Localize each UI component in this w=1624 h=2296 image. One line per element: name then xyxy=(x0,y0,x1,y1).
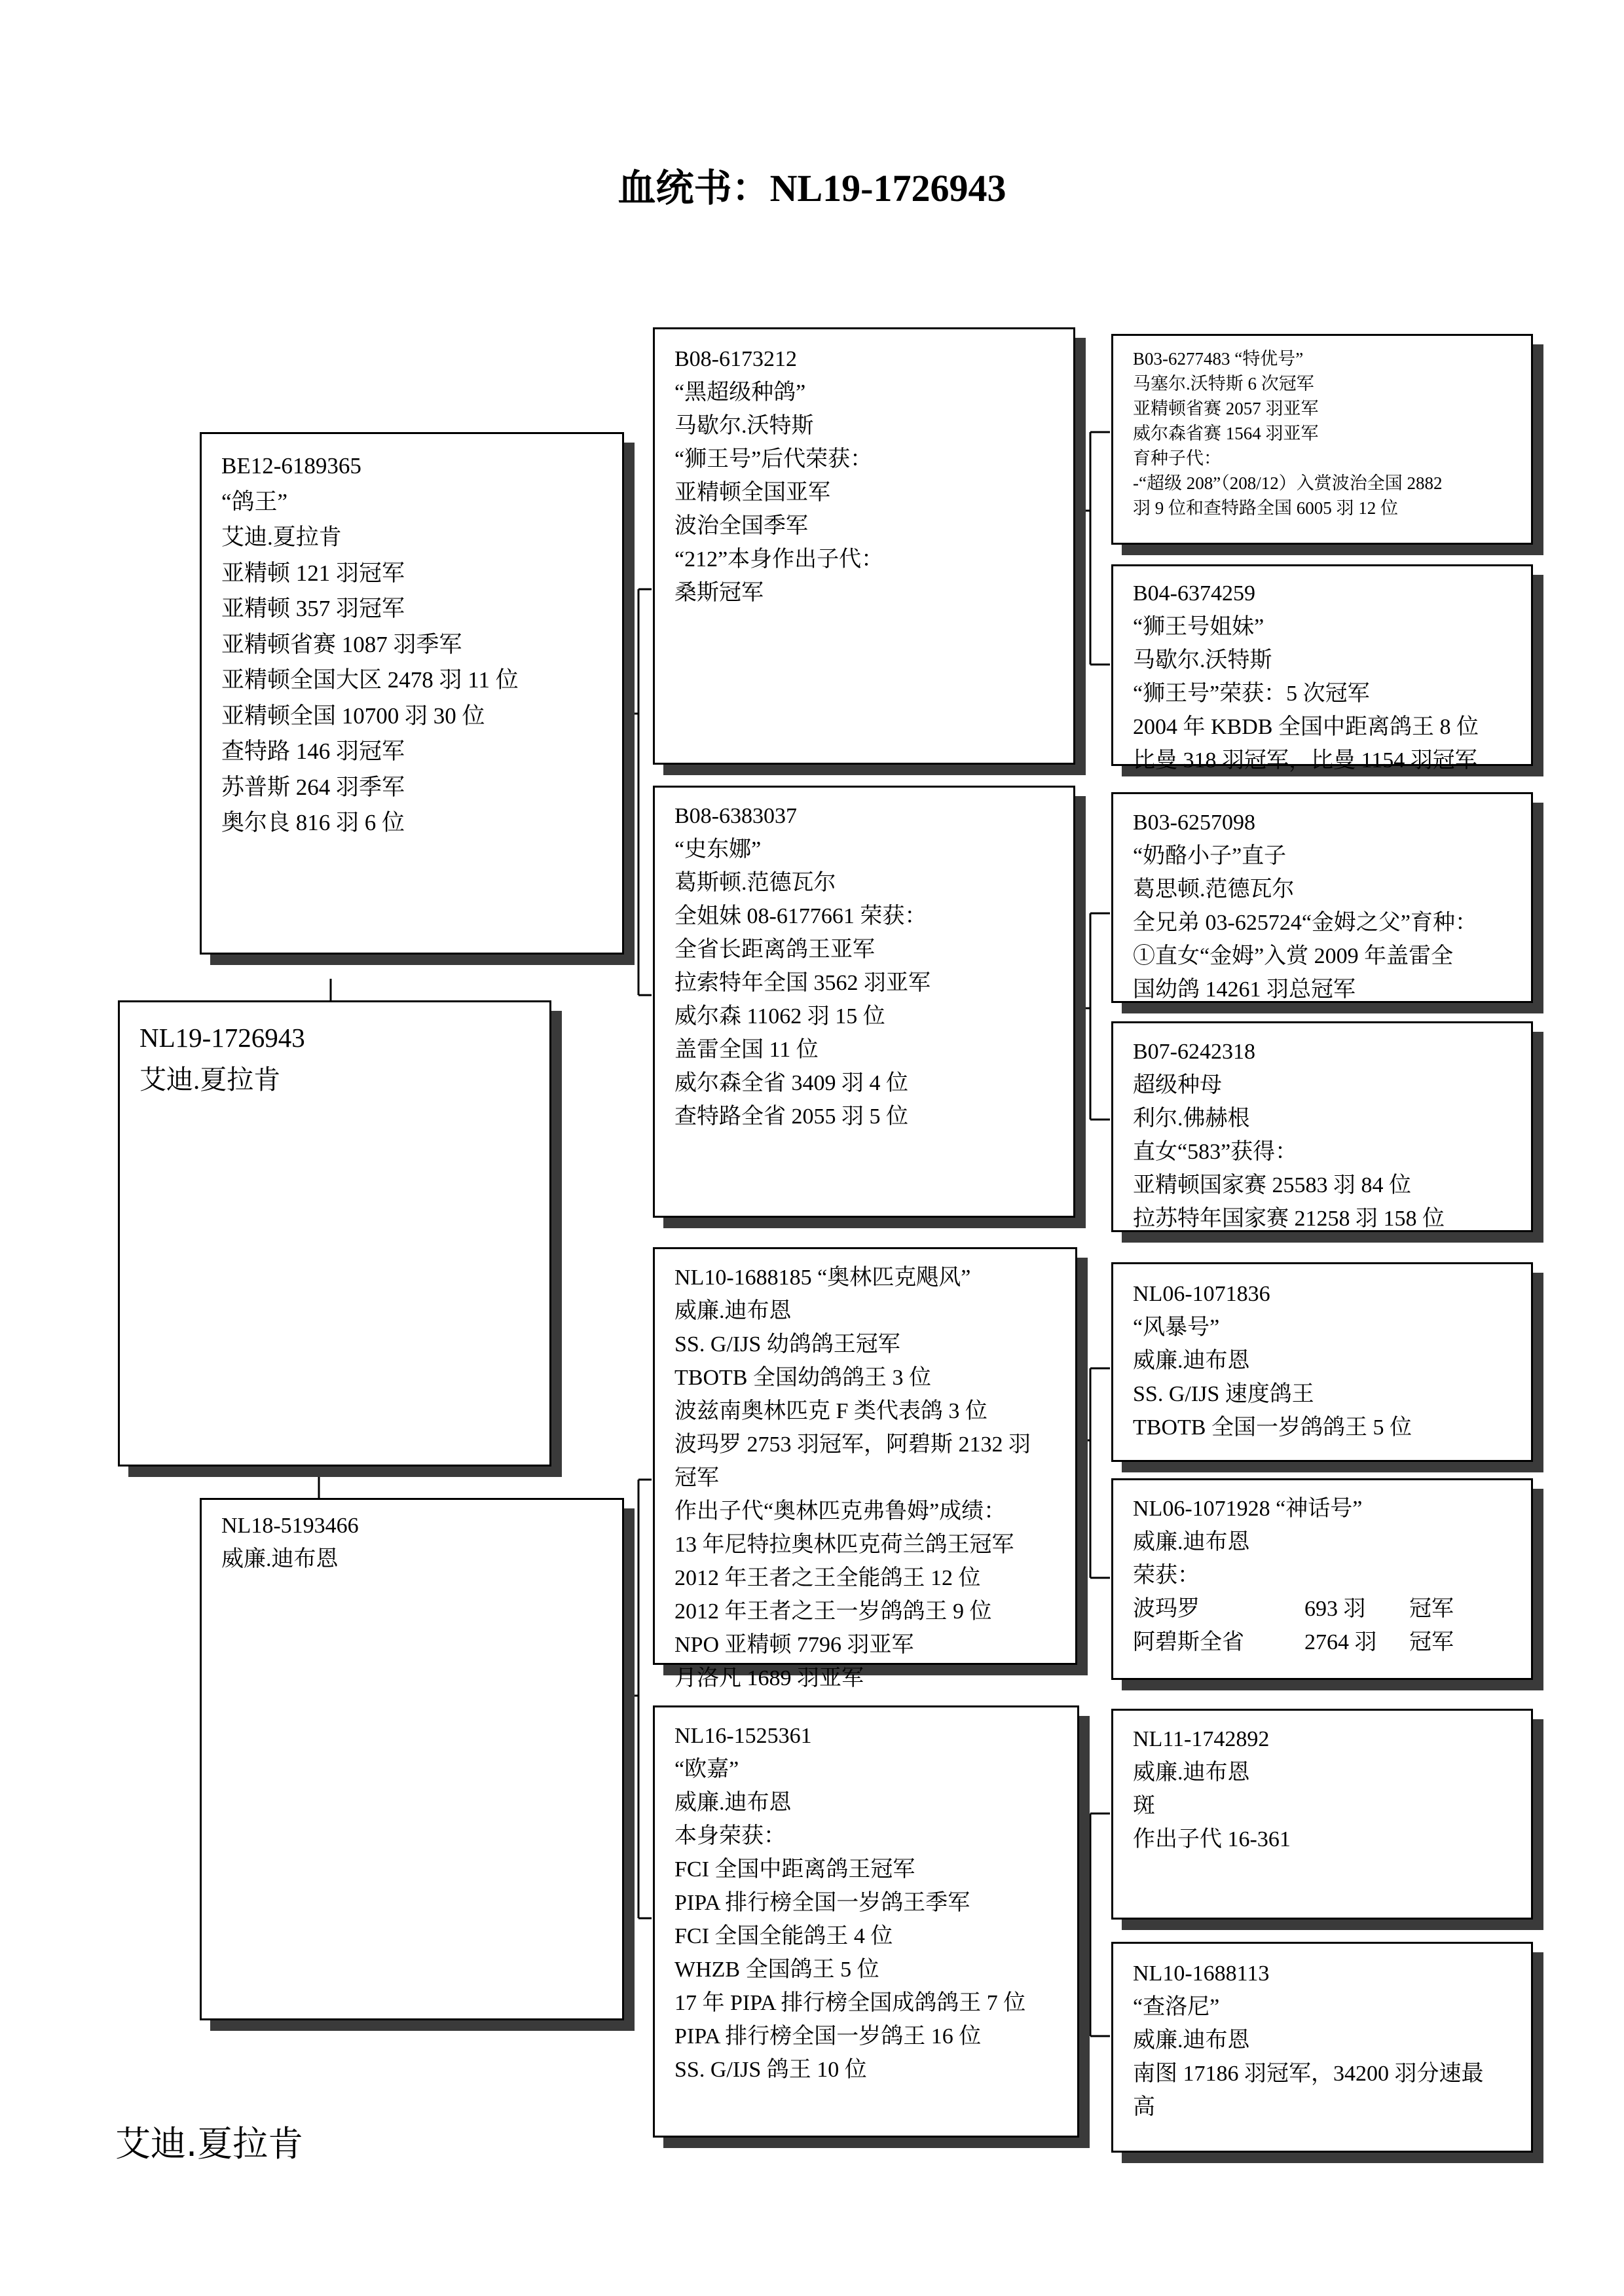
ggp3-line: 葛思顿.范德瓦尔 xyxy=(1133,877,1295,902)
great-grandparent-box-5 xyxy=(1111,1262,1533,1462)
dam-dam-line: 威廉.迪布恩 xyxy=(674,1791,792,1815)
ggp1-line: 育种子代： xyxy=(1133,448,1221,468)
dam-dam-line: FCI 全国中距离鸽王冠军 xyxy=(674,1857,915,1882)
dam-sire-line: 波兹南奥林匹克 F 类代表鸽 3 位 xyxy=(674,1399,987,1423)
ggp2-line: 比曼 318 羽冠军，比曼 1154 羽冠军 xyxy=(1133,748,1477,773)
ggp1-line: 亚精顿省赛 2057 羽亚军 xyxy=(1133,399,1319,418)
race-name: 阿碧斯全省 xyxy=(1133,1630,1244,1654)
sire-line: 亚精顿全国大区 2478 羽 11 位 xyxy=(221,667,519,693)
ggp3-line: 国幼鸽 14261 羽总冠军 xyxy=(1133,977,1356,1002)
ggp2-line: “狮王号姐妹” xyxy=(1133,615,1264,639)
ggp3-line: B03-6257098 xyxy=(1133,811,1255,835)
ggp7-line: 作出子代 16-361 xyxy=(1133,1827,1291,1851)
dam-sire-line: TBOTB 全国幼鸽鸽王 3 位 xyxy=(674,1366,931,1390)
great-grandparent-box-7 xyxy=(1111,1709,1533,1920)
sire-dam-box xyxy=(653,786,1075,1218)
dam-sire-line: 波玛罗 2753 羽冠军，阿碧斯 2132 羽 xyxy=(674,1432,1031,1457)
sire-dam-line: 盖雷全国 11 位 xyxy=(674,1038,819,1062)
sire-sire-line: B08-6173212 xyxy=(674,347,797,371)
sire-sire-line: “212”本身作出子代： xyxy=(674,547,884,572)
dam-sire-line: 2012 年王者之王全能鸽王 12 位 xyxy=(674,1566,981,1590)
great-grandparent-box-4 xyxy=(1111,1021,1533,1232)
ggp4-line: 超级种母 xyxy=(1133,1073,1222,1097)
ggp3-line: 全兄弟 03-625724“金姆之父”育种： xyxy=(1133,911,1478,935)
sire-dam-line: 查特路全省 2055 羽 5 位 xyxy=(674,1104,908,1129)
sire-sire-line: 桑斯冠军 xyxy=(674,581,764,605)
sire-line: 奥尔良 816 羽 6 位 xyxy=(221,810,405,835)
ggp4-line: 拉苏特年国家赛 21258 羽 158 位 xyxy=(1133,1207,1445,1231)
ggp1-line: 马塞尔.沃特斯 6 次冠军 xyxy=(1133,374,1314,393)
ggp5-line: 威廉.迪布恩 xyxy=(1133,1349,1250,1373)
sire-dam-line: 全省长距离鸽王亚军 xyxy=(674,938,875,962)
sire-box xyxy=(200,432,624,955)
sire-line: 查特路 146 羽冠军 xyxy=(221,738,405,764)
ggp6-result-row xyxy=(1133,1592,1513,1626)
sire-sire-line: 波治全国季军 xyxy=(674,514,808,538)
race-place: 冠军 xyxy=(1409,1630,1454,1654)
subject-breeder: 艾迪.夏拉肯 xyxy=(139,1065,281,1095)
ggp7-line: NL11-1742892 xyxy=(1133,1727,1270,1751)
dam-dam-line: SS. G/IJS 鸽王 10 位 xyxy=(674,2058,867,2082)
dam-dam-line: PIPA 排行榜全国一岁鸽王季军 xyxy=(674,1891,970,1915)
ggp8-line: 南图 17186 羽冠军，34200 羽分速最 xyxy=(1133,2062,1484,2086)
great-grandparent-box-8 xyxy=(1111,1942,1533,2153)
dam-sire-line: 冠军 xyxy=(674,1466,719,1490)
sire-sire-box xyxy=(653,327,1075,765)
ggp2-line: B04-6374259 xyxy=(1133,581,1255,606)
dam-sire-line: 作出子代“奥林匹克弗鲁姆”成绩： xyxy=(674,1499,1006,1523)
ggp4-line: B07-6242318 xyxy=(1133,1040,1255,1064)
ggp5-line: NL06-1071836 xyxy=(1133,1282,1270,1306)
dam-sire-box xyxy=(653,1247,1077,1690)
sire-line: BE12-6189365 xyxy=(221,453,361,479)
ggp5-line: TBOTB 全国一岁鸽鸽王 5 位 xyxy=(1133,1415,1412,1440)
sire-line: 苏普斯 264 羽季军 xyxy=(221,774,405,800)
ggp8-line: 威廉.迪布恩 xyxy=(1133,2028,1250,2052)
sire-line: 艾迪.夏拉肯 xyxy=(221,524,342,550)
breeder-signature: 艾迪.夏拉肯 xyxy=(115,2123,304,2164)
dam-sire-line: SS. G/IJS 幼鸽鸽王冠军 xyxy=(674,1332,900,1357)
dam-dam-line: NL16-1525361 xyxy=(674,1724,812,1748)
ggp4-line: 亚精顿国家赛 25583 羽 84 位 xyxy=(1133,1173,1411,1197)
race-place: 冠军 xyxy=(1409,1597,1454,1621)
ggp6-line: 威廉.迪布恩 xyxy=(1133,1530,1250,1554)
ggp6-result-row xyxy=(1133,1626,1513,1659)
subject-pigeon-box xyxy=(118,1000,551,1467)
dam-dam-line: 本身荣获： xyxy=(674,1824,786,1848)
ggp8-line: NL10-1688113 xyxy=(1133,1961,1270,1986)
sire-dam-line: 拉索特年全国 3562 羽亚军 xyxy=(674,971,931,995)
dam-dam-box xyxy=(653,1705,1079,2138)
ggp2-line: “狮王号”荣获：5 次冠军 xyxy=(1133,682,1370,706)
dam-dam-line: FCI 全国全能鸽王 4 位 xyxy=(674,1924,893,1948)
sire-sire-line: 亚精顿全国亚军 xyxy=(674,481,830,505)
subject-ring: NL19-1726943 xyxy=(139,1023,305,1053)
dam-dam-line: WHZB 全国鸽王 5 位 xyxy=(674,1958,879,1982)
great-grandparent-box-1 xyxy=(1111,334,1533,545)
sire-dam-line: 全姐妹 08-6177661 荣获： xyxy=(674,904,927,928)
dam-dam-line: 17 年 PIPA 排行榜全国成鸽鸽王 7 位 xyxy=(674,1991,1026,2015)
sire-dam-line: 葛斯顿.范德瓦尔 xyxy=(674,871,836,895)
sire-dam-line: 威尔森全省 3409 羽 4 位 xyxy=(674,1071,908,1095)
sire-dam-line: “史东娜” xyxy=(674,837,762,862)
page-title-prefix: 血统书： xyxy=(618,166,770,210)
dam-sire-line: 月洛凡 1689 羽亚军 xyxy=(674,1666,864,1690)
sire-line: 亚精顿省赛 1087 羽季军 xyxy=(221,631,462,657)
sire-sire-line: “黑超级种鸽” xyxy=(674,380,806,405)
dam-sire-line: 2012 年王者之王一岁鸽鸽王 9 位 xyxy=(674,1599,992,1624)
great-grandparent-box-6 xyxy=(1111,1478,1533,1680)
sire-sire-line: “狮王号”后代荣获： xyxy=(674,447,873,471)
dam-box xyxy=(200,1498,624,2020)
page-title-ring: NL19-1726943 xyxy=(769,167,1006,210)
sire-sire-line: 马歇尔.沃特斯 xyxy=(674,414,814,438)
sire-line: 亚精顿 121 羽冠军 xyxy=(221,560,405,586)
ggp1-line: B03-6277483 “特优号” xyxy=(1133,349,1304,369)
ggp6-line: 荣获： xyxy=(1133,1563,1200,1588)
great-grandparent-box-3 xyxy=(1111,792,1533,1003)
dam-sire-line: NL10-1688185 “奥林匹克飓风” xyxy=(674,1266,971,1290)
ggp4-line: 利尔.佛赫根 xyxy=(1133,1106,1250,1131)
ggp8-line: 高 xyxy=(1133,2095,1155,2119)
race-birds: 2764 羽 xyxy=(1304,1630,1377,1654)
ggp8-line: “查洛尼” xyxy=(1133,1995,1220,2019)
ggp4-line: 直女“583”获得： xyxy=(1133,1140,1298,1164)
sire-dam-line: B08-6383037 xyxy=(674,804,797,828)
ggp2-line: 马歇尔.沃特斯 xyxy=(1133,648,1272,672)
ggp5-line: “风暴号” xyxy=(1133,1315,1220,1339)
ggp1-line: 羽 9 位和查特路全国 6005 羽 12 位 xyxy=(1133,498,1398,518)
sire-dam-line: 威尔森 11062 羽 15 位 xyxy=(674,1004,885,1029)
sire-line: 亚精顿全国 10700 羽 30 位 xyxy=(221,702,485,729)
ggp1-line: -“超级 208”（208/12）入赏波治全国 2882 xyxy=(1133,473,1443,493)
ggp6-line: NL06-1071928 “神话号” xyxy=(1133,1497,1363,1521)
ggp5-line: SS. G/IJS 速度鸽王 xyxy=(1133,1382,1314,1406)
sire-line: “鸽王” xyxy=(221,488,288,515)
great-grandparent-box-2 xyxy=(1111,564,1533,773)
ggp7-line: 斑 xyxy=(1133,1794,1155,1818)
ggp1-line: 威尔森省赛 1564 羽亚军 xyxy=(1133,424,1319,443)
ggp3-line: “奶酪小子”直子 xyxy=(1133,844,1287,868)
dam-line: 威廉.迪布恩 xyxy=(221,1547,339,1571)
race-birds: 693 羽 xyxy=(1304,1597,1366,1621)
dam-sire-line: 13 年尼特拉奥林匹克荷兰鸽王冠军 xyxy=(674,1533,1014,1557)
dam-sire-line: 威廉.迪布恩 xyxy=(674,1299,792,1323)
dam-dam-line: “欧嘉” xyxy=(674,1757,739,1781)
race-name: 波玛罗 xyxy=(1133,1597,1200,1621)
dam-dam-line: PIPA 排行榜全国一岁鸽王 16 位 xyxy=(674,2024,982,2049)
ggp3-line: ①直女“金姆”入赏 2009 年盖雷全 xyxy=(1133,944,1454,968)
ggp7-line: 威廉.迪布恩 xyxy=(1133,1760,1250,1785)
dam-sire-line: NPO 亚精顿 7796 羽亚军 xyxy=(674,1633,914,1657)
ggp2-line: 2004 年 KBDB 全国中距离鸽王 8 位 xyxy=(1133,715,1479,739)
sire-line: 亚精顿 357 羽冠军 xyxy=(221,596,405,621)
dam-line: NL18-5193466 xyxy=(221,1514,359,1538)
